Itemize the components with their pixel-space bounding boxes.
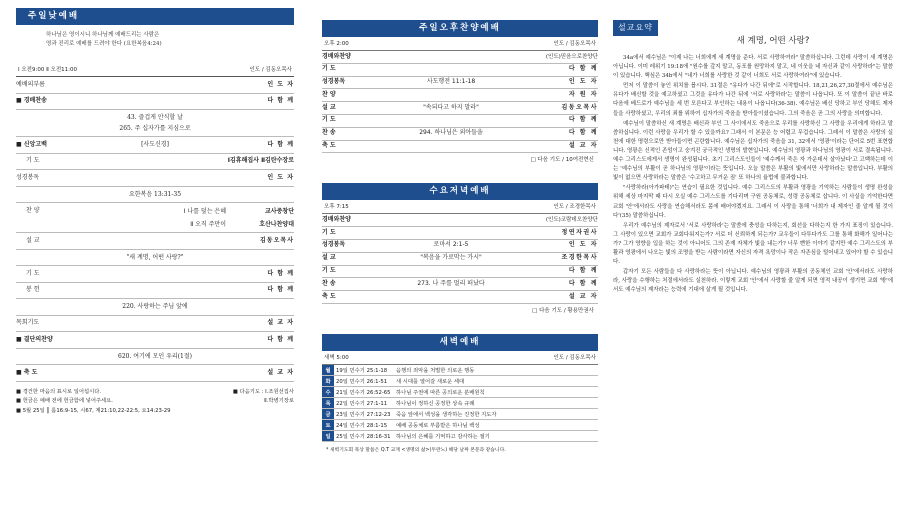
- dawn-title: 하나님의 은혜를 기억하고 감사하는 절기: [394, 431, 598, 442]
- dawn-date: 25일 민수기 28:16-31: [334, 431, 394, 442]
- wednesday-footnote: □ 다음 기도 / 황용만권사: [532, 307, 594, 314]
- order-role: 김동오목사: [260, 236, 294, 244]
- anthem-title: Ⅱ 오직 주만이: [190, 220, 226, 228]
- dawn-row: [322, 431, 598, 442]
- dawn-time-row: [322, 351, 598, 365]
- intro-line-1: 하나님은 영이시니 하나님께 예배드리는 사람은: [46, 32, 160, 38]
- order-row: [16, 365, 294, 382]
- order-row: [16, 154, 294, 171]
- dawn-date: 22일 민수기 27:1-11: [334, 398, 394, 409]
- order-role: 인 도 자: [267, 80, 294, 88]
- order-row: [322, 51, 598, 64]
- dawn-schedule-table: [322, 365, 598, 443]
- order-label: 기 도: [322, 65, 336, 73]
- order-row: [322, 253, 598, 266]
- order-role: (인도)믿음으로찬양단: [545, 53, 598, 60]
- order-role: 다 함 께: [568, 65, 598, 73]
- dawn-time: 새벽 5:00: [324, 354, 349, 361]
- sunday-footer-notes: [16, 388, 294, 417]
- hymn-line: 43. 즐겁게 안식할 날: [127, 114, 183, 121]
- order-row: [322, 266, 598, 279]
- order-row: [16, 283, 294, 300]
- order-row: [16, 316, 294, 333]
- order-row: [16, 233, 294, 250]
- order-role: 다 함 께: [267, 97, 294, 104]
- order-role: 김동오목사: [561, 103, 598, 111]
- order-row: [322, 64, 598, 77]
- sermon-summary-badge: 설교요약: [613, 20, 658, 36]
- order-row: [16, 170, 294, 187]
- hymn-line: 220. 사랑하는 주님 앞에: [16, 299, 294, 316]
- footer-note: Ⅱ.박병기장로: [264, 398, 294, 404]
- footer-note: ■ 헌금은 예배 전에 헌금함에 넣어주세요.: [16, 398, 113, 404]
- order-role: 다 함 께: [568, 267, 598, 275]
- wednesday-leader: 인도 / 조경한목사: [553, 204, 596, 211]
- sermon-paragraph: "사랑하라(아가파테)"는 연습이 필요한 것입니다. 예수 그리스도의 부활과 영광을 기억하는 사람들이 생명 완성을 위해 세상 마지막 때 다시 오실 예수 그리스도를 기다리며 구원 공동체로, 성령 공동체로 삽니다. 이 사실을 기억한다면 교회 '안'에서라도 사랑을 연습해서라도 몸에 배어야겠지요. 그래서 이 사랑을 통해 '너희가 내 제자인 줄 알게 될 것이다'(35) 말씀하십니다.: [613, 185, 893, 219]
- wednesday-time-row: [322, 200, 598, 214]
- order-role: 다 함 께: [267, 269, 294, 277]
- order-label-text: 축 도: [23, 368, 38, 376]
- dawn-day: 일: [322, 431, 334, 442]
- dawn-day: 토: [322, 420, 334, 431]
- order-row: [16, 332, 294, 349]
- order-row: [322, 227, 598, 240]
- order-detail: 294. 하나님은 외아들을: [419, 129, 483, 137]
- sunday-times: Ⅰ 오전9:00 Ⅱ 오전11:00: [18, 67, 78, 73]
- order-label-text: 경배찬송: [23, 97, 47, 104]
- dawn-title: 하나님이 정하신 공정한 상속 규례: [394, 398, 598, 409]
- order-label: 설 교: [26, 236, 40, 244]
- order-label: 찬 송: [322, 129, 336, 137]
- dawn-date: 19일 민수기 25:1-18: [334, 365, 394, 376]
- sermon-paragraph: 갑자기 모든 사람들을 다 사랑하라는 뜻이 아닙니다. 예수님의 영광과 부활의 공동체인 교회 '안'에서라도 사랑하라, 사랑을 수행하는 처절에서라도 실천하라. 이렇게 교회 '안'에서 사랑할 줄 알게 되면 영적 내공이 생기면 교회 '밖'에서도 예수님의 제자라는 능력에 기대에 살게 될 것입니다.: [613, 269, 893, 294]
- sermon-title-line: "새 계명, 어떤 사랑?": [16, 250, 294, 267]
- afternoon-footnote: □ 다음 기도 / 10여전현신: [530, 157, 594, 164]
- dawn-title: 새 시대를 열어갈 새로운 세대: [394, 376, 598, 387]
- order-label: 기 도: [322, 267, 336, 275]
- order-row: [16, 137, 294, 154]
- order-row: [322, 128, 598, 141]
- dawn-title: 예배 공동체로 부름받은 하나님 백성: [394, 420, 598, 431]
- afternoon-time-row: [322, 37, 598, 51]
- order-label: ■ 신앙고백: [16, 140, 47, 148]
- order-label: 기 도: [322, 228, 336, 236]
- order-role: 정연자권사: [561, 228, 598, 236]
- order-detail: 273. 나 주를 멀리 떠났다: [417, 279, 485, 287]
- dawn-date: 21일 민수기 26:52-65: [334, 387, 394, 398]
- order-label-text: 신앙고백: [23, 140, 47, 148]
- order-label: 기 도: [26, 157, 40, 164]
- dawn-title: 음행의 죄악을 처벌한 의로운 행동: [394, 365, 598, 376]
- wednesday-order-list: [322, 214, 598, 304]
- lectionary-note: ■ 5월 25일 ┃ 롬16:9-15, 시67, 계21:10,22-22:5, 요14:23-29: [16, 407, 171, 414]
- sunday-worship-header: 주일낮예배: [16, 8, 294, 25]
- order-detail: "속되다고 하지 말라": [423, 103, 479, 111]
- sermon-summary-column: [613, 30, 893, 296]
- order-label: ■ 축 도: [16, 368, 38, 376]
- afternoon-time: 오후 2:00: [324, 41, 349, 47]
- dawn-row: [322, 420, 598, 431]
- dawn-row: [322, 376, 598, 387]
- dawn-day: 월: [322, 365, 334, 376]
- order-row: [322, 214, 598, 227]
- sermon-summary-body: [613, 54, 893, 295]
- order-role: 다 함 께: [267, 286, 294, 293]
- order-label: 설 교: [322, 254, 336, 262]
- anthem-performer: 호산나찬양대: [259, 220, 294, 228]
- sermon-paragraph: 34a에서 예수님은 "이제 나는 너희에게 새 계명을 준다. 서로 사랑하여라" 말씀하십니다. 그런데 사랑이 새 계명은 아닙니다. 이미 레위기 19:18에 "원수를 갚지 말고, 동포를 원망하지 말고, 네 이웃을 네 자신과 같이 사랑하라"는 말씀이 있습니다. 핵심은 34b에서 "내가 너희를 사랑한 것 같이 너희도 서로 사랑하여라"에 있습니다.: [613, 55, 893, 80]
- order-label: 축 도: [322, 142, 336, 150]
- order-label: 목회기도: [16, 319, 40, 326]
- order-detail: 로마서 2:1-5: [433, 241, 469, 249]
- order-row: [322, 89, 598, 102]
- order-row: [16, 203, 294, 233]
- anthem-performer: 교사중창단: [265, 207, 294, 215]
- order-role: 조경한목사: [561, 254, 598, 262]
- order-row: [16, 77, 294, 94]
- order-role: 인 도 자: [267, 173, 294, 181]
- order-label: 봉 헌: [26, 286, 40, 293]
- anthem-title: Ⅰ 나를 덮는 은혜: [183, 207, 226, 215]
- dawn-title: 죽음 앞에서 백성을 생각하는 진정한 지도자: [394, 409, 598, 420]
- order-role: 다 함 께: [267, 140, 294, 148]
- order-label: 찬 양: [322, 90, 336, 98]
- dawn-date: 20일 민수기 26:1-51: [334, 376, 394, 387]
- order-role: 자 원 자: [568, 90, 598, 98]
- dawn-day: 금: [322, 409, 334, 420]
- order-label: 경배와찬양: [322, 215, 351, 223]
- order-role: 다 함 께: [568, 129, 598, 137]
- order-label: ■ 결단의찬양: [16, 335, 53, 343]
- sunday-worship-column: [16, 8, 294, 416]
- other-services-column: [322, 8, 598, 457]
- dawn-row: [322, 365, 598, 376]
- order-label-text: 결단의찬양: [23, 335, 53, 343]
- order-detail: [사도신경]: [141, 140, 169, 148]
- footer-note: ■ 다음기도 : Ⅰ.조원선집사: [232, 388, 294, 395]
- wednesday-time: 오후 7:15: [324, 204, 349, 211]
- order-label: 찬 송: [322, 279, 336, 287]
- order-role: 설 교 자: [267, 319, 294, 326]
- order-label: 찬 양: [26, 207, 40, 214]
- order-row: [322, 77, 598, 90]
- scripture-reference: 요한복음 13:31-35: [16, 187, 294, 204]
- afternoon-header: 주일오후찬양예배: [322, 20, 598, 37]
- dawn-header: 새벽예배: [322, 334, 598, 351]
- order-row: [322, 240, 598, 253]
- sunday-leader: 인도 / 김동오목사: [249, 67, 292, 73]
- sermon-summary-title: 새 계명, 어떤 사랑?: [736, 36, 810, 46]
- dawn-row: [322, 409, 598, 420]
- order-row: [322, 278, 598, 291]
- order-label: 축 도: [322, 292, 336, 300]
- order-label: ■ 경배찬송: [16, 97, 47, 104]
- order-role: 다 함 께: [267, 335, 294, 343]
- order-role: 다 함 께: [568, 116, 598, 124]
- hymn-line: 265. 주 십자가를 지심으로: [119, 125, 191, 132]
- order-label: 성경봉독: [16, 173, 40, 181]
- afternoon-leader: 인도 / 김동오목사: [553, 41, 596, 47]
- dawn-day: 수: [322, 387, 334, 398]
- sermon-paragraph: 먼저 이 말씀이 놓인 위치를 봅시다. 31절은 "유다가 나간 뒤에"로 시작합니다. 18,21,26,27,30절에서 예수님은 유다가 배신할 것을 예고하셨고 그것을 유다가 나간 뒤에 '서로 사랑하라'는 말씀이 나옵니다. 또 이 말씀이 끝난 바로 다음에 베드로가 예수님을 세 번 모른다고 부인하는 내용이 나옵니다(36-38). 예수님은 배신 당하고 부인 당해도 제자들을 사랑하셨고, 우리의 죄를 위하여 십자가의 죽음을 받아들이셨습니다. 그의 죽음은 곧 그의 사랑을 의미합니다.: [613, 83, 893, 117]
- order-label: 기 도: [322, 116, 336, 124]
- footer-note: ■ 경건한 마음의 표시로 일어섭시다.: [16, 388, 102, 395]
- order-label: 성경봉독: [322, 241, 346, 249]
- dawn-leader: 인도 / 김동오목사: [553, 354, 596, 361]
- order-detail: "복음을 가로막는 가시": [420, 254, 482, 262]
- dawn-row: [322, 387, 598, 398]
- sermon-paragraph: 우리가 예수님의 제자로서 '서로 사랑하라'는 말씀에 충성을 다하는지, 회선을 다하는지 한 가지 표징이 있습니다. 그 사랑이 있으면 교회가 교회다워지는가? 서로 더 신뢰하게 되는가? 교우들이 다투다가도 그를 통해 화해가 일어나는가? 그가 영향을 입을 하는 것이 아니어도 그의 존재 자체가 빛을 내는가? 너무 뻔한 이야기 같지만 예수 그리스도의 부활과 영광에서 나오는 빛의 조명을 받는 사람이라면 자신의 자격 욕망이나 작은 자존심을 털어내고 있어야 할 수 있습니다.: [613, 222, 893, 266]
- order-role: 다 함 께: [568, 279, 598, 287]
- order-role: 설 교 자: [568, 292, 598, 300]
- dawn-day: 화: [322, 376, 334, 387]
- order-role: (인도)코람데오찬양단: [545, 216, 598, 223]
- dawn-row: [322, 398, 598, 409]
- order-row: [322, 102, 598, 115]
- order-role: 인 도 자: [568, 241, 598, 249]
- order-label: 기 도: [26, 269, 40, 277]
- order-role: 설 교 자: [267, 368, 294, 376]
- order-label: 성경봉독: [322, 78, 346, 86]
- sermon-paragraph: 예수님이 말씀하신 새 계명은 배신과 부인 그 사이에서도 죽음으로 우리를 사랑하신 그 사랑을 우리에게 하라고 말씀하십니다. 이런 사랑을 우리가 할 수 있을까요? 그래서 이 본문은 능 어렵고 무겁습니다. 그래서 이 말씀은 사랑의 실천에 대한 명령으로만 받아들이면 곤란합니다. 예수님은 십자가의 죽음을 31, 32에서 '영광'이라는 단어로 5번 표현합니다. 영광은 신적인 존엄이고 숭겨진 궁극적인 생명의 발현입니다. 예수님의 영광과 하나님의 영광이 서로 결속됩니다. 예수 그리스도에게서 생명이 완성됩니다. 초기 그리스도인들이 '예수께서 죽은 자 가운데서 살아났다'고 고백하는데 이는 '예수님의 부활이 곧 하나님의 영광'이라는 뜻입니다. 오늘 말씀은 부활의 빛에서만 사랑하라는 말씀입니다. 부활의 빛이 없으면 사랑하라는 말씀은 '수고하고 무거운 짐' 또 하나의 율법에 불과합니다.: [613, 120, 893, 182]
- dawn-day: 목: [322, 398, 334, 409]
- order-label: 설 교: [322, 103, 336, 111]
- dawn-title: 하나님 주권에 따른 공의로운 분배원칙: [394, 387, 598, 398]
- intro-line-2: 영과 진리로 예배를 드려야 한다 (요한복음4:24): [46, 40, 162, 47]
- order-row: [322, 291, 598, 304]
- wednesday-header: 수요저녁예배: [322, 183, 598, 200]
- sunday-time-row: [16, 63, 294, 77]
- dawn-date: 24일 민수기 28:1-15: [334, 420, 394, 431]
- order-row: [322, 141, 598, 154]
- order-row: [16, 266, 294, 283]
- order-row: [16, 94, 294, 111]
- anthem-list: [76, 205, 294, 231]
- order-label: 예배의부름: [16, 80, 45, 88]
- hymn-block: [16, 110, 294, 137]
- order-row: [322, 115, 598, 128]
- hymn-line: 620. 여기에 모인 우리(1절): [16, 349, 294, 366]
- order-label: 경배와찬양: [322, 52, 351, 60]
- order-role: 인 도 자: [568, 78, 598, 86]
- sunday-intro: [16, 25, 294, 63]
- order-role: Ⅰ김휴해집사 Ⅱ김탄수장로: [227, 157, 294, 164]
- order-role: 설 교 자: [568, 142, 598, 150]
- dawn-note: * 새벽기도회 묵상 말씀은 Q.T 교재 <생명의 삶>(두란노) 해당 날짜 본문과 같습니다.: [326, 448, 506, 454]
- order-detail: 사도행전 11:1-18: [426, 78, 476, 86]
- dawn-date: 23일 민수기 27:12-23: [334, 409, 394, 420]
- afternoon-order-list: [322, 51, 598, 153]
